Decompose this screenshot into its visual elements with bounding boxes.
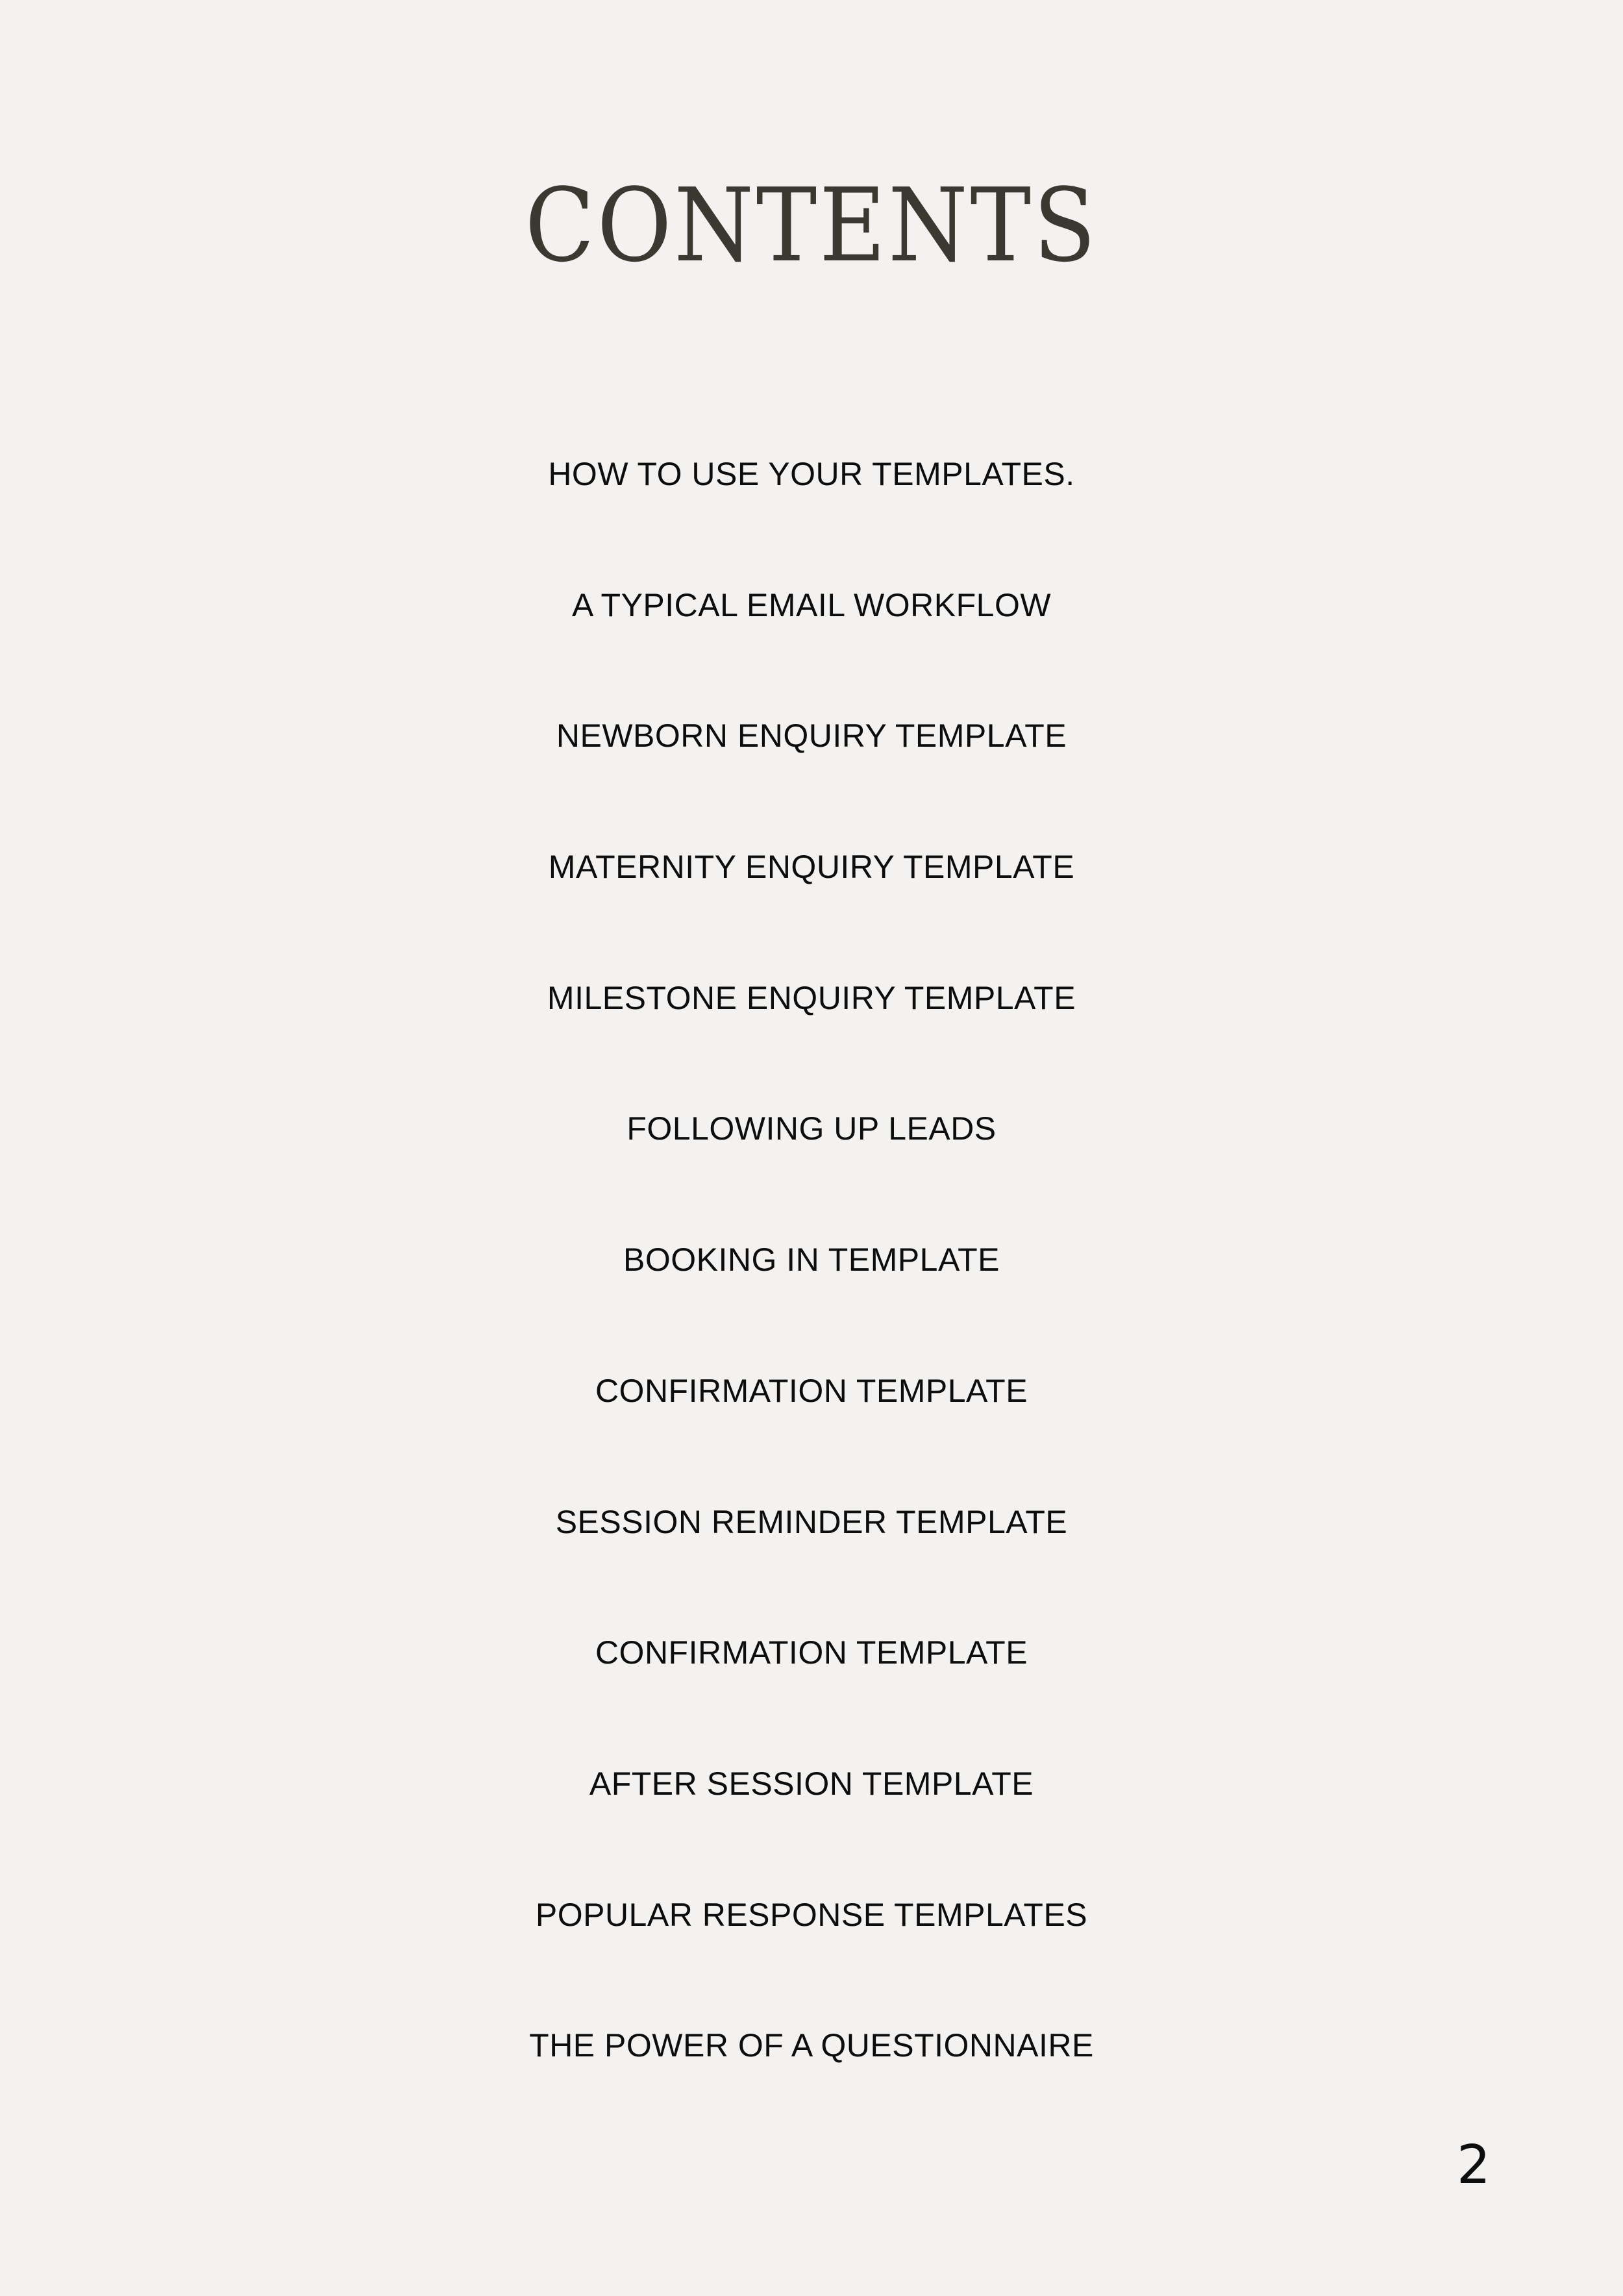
toc-item[interactable]: POPULAR RESPONSE TEMPLATES	[535, 1896, 1088, 1933]
toc-item[interactable]: NEWBORN ENQUIRY TEMPLATE	[556, 718, 1067, 755]
table-of-contents	[0, 448, 1623, 2151]
toc-item[interactable]: FOLLOWING UP LEADS	[626, 1110, 997, 1147]
page-number: 2	[1456, 2134, 1491, 2196]
toc-item[interactable]: MILESTONE ENQUIRY TEMPLATE	[547, 979, 1076, 1016]
toc-item[interactable]: THE POWER OF A QUESTIONNAIRE	[529, 2027, 1094, 2064]
toc-item[interactable]: SESSION REMINDER TEMPLATE	[555, 1503, 1068, 1540]
toc-item[interactable]: CONFIRMATION TEMPLATE	[595, 1372, 1028, 1409]
toc-item[interactable]: HOW TO USE YOUR TEMPLATES.	[548, 456, 1075, 492]
toc-item[interactable]: A TYPICAL EMAIL WORKFLOW	[571, 586, 1052, 623]
page-title: CONTENTS	[525, 166, 1098, 284]
toc-item[interactable]: CONFIRMATION TEMPLATE	[595, 1634, 1028, 1671]
toc-item[interactable]: AFTER SESSION TEMPLATE	[589, 1765, 1034, 1802]
toc-item[interactable]: BOOKING IN TEMPLATE	[623, 1242, 1000, 1279]
toc-item[interactable]: MATERNITY ENQUIRY TEMPLATE	[548, 849, 1075, 886]
